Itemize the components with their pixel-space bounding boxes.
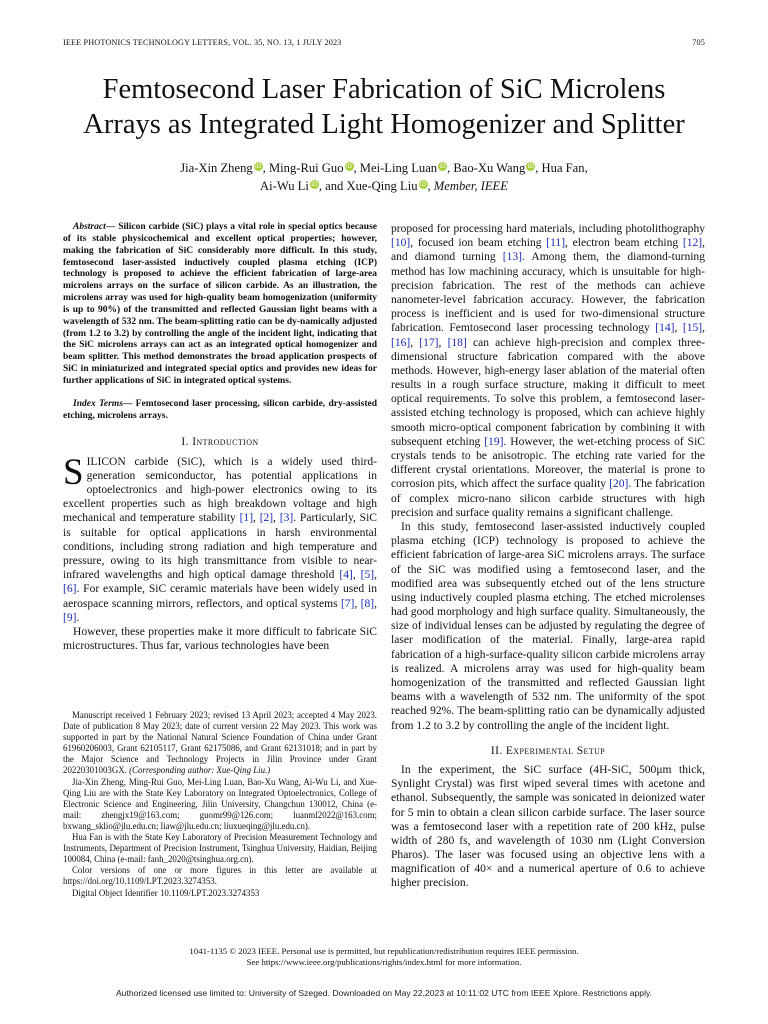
- orcid-icon[interactable]: iD: [311, 181, 318, 188]
- left-column: [63, 222, 377, 653]
- author-name: Mei-Ling Luan: [359, 161, 438, 175]
- author-name: Ai-Wu Li: [260, 179, 309, 193]
- intro-paragraph-1: SILICON carbide (SiC), which is a widely used third-generation semiconductor, has potential applications in optoelectronics and high-power electronics owing to its excellent properties such as high breakdown voltage and high mechanical and temperature stability [1], [2], [3]. Particularly, SiC is suitable for optical applications in harsh environmental conditions, including strong radiation and high temperature and pressure, owing to its high transmittance from visible to near-infrared wavelengths and high optical damage threshold [4], [5], [6]. For example, SiC ceramic materials have been widely used in aerospace scanning mirrors, reflectors, and optical systems [7], [8], [9].: [63, 451, 377, 624]
- citation-link[interactable]: [20]: [609, 478, 629, 491]
- author-name: Ming-Rui Guo: [268, 161, 344, 175]
- author-name: Bao-Xu Wang: [453, 161, 526, 175]
- title-line-2: Arrays as Integrated Light Homogenizer and Splitter: [83, 109, 685, 140]
- footnotes: [63, 710, 377, 899]
- section-heading-introduction: I. Introduction: [181, 435, 259, 448]
- citation-link[interactable]: [9]: [63, 611, 77, 624]
- citation-link[interactable]: [14]: [655, 322, 675, 335]
- experimental-paragraph-1: In the experiment, the SiC surface (4H-SiC, 500μm thick, Synlight Crystal) was first wiped several times with acetone and ethanol. Subsequently, the sample was sonicated in deionized water for 5 min to obtain a clean silicon carbide surface. The laser source was a femtosecond laser with a repetition rate of 200 kHz, pulse width of 280 fs, and wavelength of 1030 nm (Light Conversion Pharos). The laser was focused using an objective lens with a magnification of 40× and a numerical aperture of 0.6 to achieve higher precision.: [391, 763, 705, 890]
- orcid-icon[interactable]: iD: [419, 181, 427, 188]
- citation-link[interactable]: [8]: [360, 597, 375, 610]
- citation-link[interactable]: [10]: [391, 237, 411, 250]
- citation-link[interactable]: [6]: [63, 583, 77, 596]
- rights-link[interactable]: See https://www.ieee.org/publications/rights/index.html for more information.: [246, 957, 522, 968]
- membership-grade: Member, IEEE: [433, 179, 508, 193]
- citation-link[interactable]: [12]: [682, 237, 703, 250]
- citation-link[interactable]: [5]: [360, 569, 375, 582]
- abstract-text: Silicon carbide (SiC) plays a vital role in special optics because of its stable physicochemical and excellent optical properties; however, making the fabrication of SiC considerably more difficult. In this study, femtosecond laser-assisted inductively coupled plasma etching (ICP) technology is proposed to achieve the efficient fabrication of large-area microlens arrays on the surface of silicon carbide. As an illustration, the microlens array was used for high-quality beam homogenization (uniformity is up to 90%) of the transmitted and reflected Gaussian light beams with a wavelength of 532 nm. The beam-splitting ratio can be dy-namically adjusted (from 1.2 to 3.2) by controlling the angle of the incident light, indicating that the SiC microlens arrays can act as an integrated optical homogenizer and beam splitter. This method demonstrates the broad application prospects of SiC in miniaturized and integrated special optics and provides new ideas for further applications of SiC in integrated optical systems.: [63, 222, 378, 386]
- author-name: Jia-Xin Zheng: [180, 161, 253, 175]
- author-name: and Xue-Qing Liu: [325, 179, 418, 193]
- copyright-line: 1041-1135 © 2023 IEEE. Personal use is permitted, but republication/redistribution requires IEEE permission.: [189, 946, 579, 956]
- page-number: 705: [692, 38, 705, 47]
- citation-link[interactable]: [1]: [239, 512, 254, 525]
- footnote-affiliation-1: Jia-Xin Zheng, Ming-Rui Guo, Mei-Ling Luan, Bao-Xu Wang, Ai-Wu Li, and Xue-Qing Liu are with the State Key Laboratory on Integrated Optoelectronics, College of Electronic Science and Engineering, Jilin University, Changchun 130012, China (e-mail: zhengjx19@163.com; guomr99@126.com; luanml2022@163.com; bxwang_sklio@jlu.edu.cn; liaw@jlu.edu.cn; liuxueqing@jlu.edu.cn).: [63, 776, 377, 831]
- footnote-color-versions: Color versions of one or more figures in this letter are available at https://doi.org/10.1109/LPT.2023.3274353.: [63, 865, 377, 887]
- license-notice: Authorized licensed use limited to: University of Szeged. Downloaded on May 22,2023 at 10:11:02 UTC from IEEE Xplore. Restrictions apply.: [115, 988, 653, 998]
- drop-cap: S: [63, 451, 84, 493]
- citation-link[interactable]: [2]: [259, 512, 274, 525]
- intro-paragraph-3: proposed for processing hard materials, including photolithography [10], focused ion beam etching [11], electron beam etching [12], and diamond turning [13]. Among them, the diamond-turning method has low machining accuracy, which is unsuitable for high-precision fabrication. The rest of the methods can achieve nanometer-level fabrication accuracy. However, the fabrication process is inefficient and is used for two-dimensional structure fabrication. Femtosecond laser processing technology [14], [15], [16], [17], [18] can achieve high-precision and complex three-dimensional structure fabrication compared with the above methods. However, high-energy laser ablation of the material often results in a rough surface structure, making it difficult to meet optical requirements. To solve this problem, a femtosecond laser-assisted etching technology is proposed, which can achieve highly smooth micro-optical component fabrication by combining it with subsequent etching [19]. However, the wet-etching process of SiC crystals tends to be anisotropic. The etching rate varied for the different crystal orientations. Moreover, the material is prone to corrosion pits, which affect the surface quality [20]. The fabrication of complex micro-nano silicon carbide structures with high precision and surface quality remains a significant challenge.: [391, 223, 705, 519]
- intro-paragraph-2: However, these properties make it more difficult to fabricate SiC microstructures. Thus far, various technologies have been: [63, 625, 377, 653]
- orcid-icon[interactable]: iD: [527, 163, 534, 170]
- journal-name: IEEE PHOTONICS TECHNOLOGY LETTERS, VOL. 35, NO. 13, 1 JULY 2023: [63, 38, 342, 47]
- orcid-icon[interactable]: iD: [345, 163, 353, 170]
- abstract-label: Abstract: [73, 222, 106, 232]
- intro-paragraph-4: In this study, femtosecond laser-assisted inductively coupled plasma etching (ICP) technology is proposed to achieve the efficient fabrication of large-area SiC microlens arrays. The surface of the SiC was modified using a femtosecond laser, and the modified area was subsequently etched out of the lens structure using inductively coupled plasma etching. The etched microlenses had good morphology and high surface quality. Simultaneously, the size of individual lenses can be adjusted by regulating the degree of laser modification of the material. Finally, large-area rapid fabrication of a high-surface-quality silicon carbide microlens array is realized. A microlens array was used for high-quality beam homogenization of the transmitted and reflected Gaussian light beams with a wavelength of 532 nm. The uniformity of the spot reached 92%. The beam-splitting ratio can be dynamically adjusted from 1.2 to 3.2 by controlling the angle of the incident light.: [391, 520, 705, 732]
- citation-link[interactable]: [13]: [502, 251, 522, 264]
- copyright-footer: [63, 946, 705, 968]
- author-name: Hua Fan,: [541, 161, 588, 175]
- paper-title: [40, 72, 728, 142]
- orcid-icon[interactable]: iD: [255, 163, 262, 170]
- running-header: [63, 38, 705, 50]
- index-terms-text: Femtosecond laser processing, silicon carbide, dry-assisted etching, microlens arrays.: [63, 398, 377, 421]
- citation-link[interactable]: [19]: [484, 435, 504, 448]
- citation-link[interactable]: [15]: [682, 322, 703, 335]
- footnote-affiliation-2: Hua Fan is with the State Key Laboratory of Precision Measurement Technology and Instruments, Department of Precision Instrument, Tsinghua University, Haidian, Beijing 100084, China (e-mail: fanh_2020@tsinghua.org.cn).: [63, 832, 377, 865]
- citation-link[interactable]: [11]: [546, 237, 566, 250]
- citation-link[interactable]: [3]: [279, 512, 294, 525]
- citation-link[interactable]: [4]: [339, 569, 353, 582]
- index-terms-label: Index Terms: [73, 398, 123, 409]
- title-line-1: Femtosecond Laser Fabrication of SiC Microlens: [102, 74, 666, 105]
- citation-link[interactable]: [18]: [447, 336, 467, 349]
- citation-link[interactable]: [17]: [419, 336, 439, 349]
- citation-link[interactable]: [7]: [340, 597, 355, 610]
- index-terms: Index Terms— Femtosecond laser processing, silicon carbide, dry-assisted etching, microlens arrays.: [63, 398, 377, 421]
- citation-link[interactable]: [16]: [391, 336, 411, 349]
- abstract: Abstract— Silicon carbide (SiC) plays a vital role in special optics because of its stable physicochemical and excellent optical properties; however, making the fabrication of SiC considerably more difficult. In this study, femtosecond laser-assisted inductively coupled plasma etching (ICP) technology is proposed to achieve the efficient fabrication of large-area microlens arrays on the surface of silicon carbide. As an illustration, the microlens array was used for high-quality beam homogenization (uniformity is up to 90%) of the transmitted and reflected Gaussian light beams with a wavelength of 532 nm. The beam-splitting ratio can be dy-namically adjusted (from 1.2 to 3.2) by controlling the angle of the incident light, indicating that the SiC microlens arrays can act as an integrated optical homogenizer and beam splitter. This method demonstrates the broad application prospects of SiC in miniaturized and integrated special optics and provides new ideas for further applications of SiC in integrated optical systems.: [63, 222, 378, 386]
- footnote-doi: Digital Object Identifier 10.1109/LPT.2023.3274353: [72, 887, 260, 898]
- author-list: Jia-Xin Zheng iD, Ming-Rui Guo iD, Mei-Ling Luan iD, Bao-Xu Wang iD, Hua Fan, Ai-Wu Li iD, and Xue-Qing Liu iD, Member, IEEE: [180, 161, 588, 193]
- section-heading-experimental-setup: II. Experimental Setup: [490, 744, 606, 757]
- footnote-manuscript: Manuscript received 1 February 2023; revised 13 April 2023; accepted 4 May 2023. Date of publication 8 May 2023; date of current version 22 May 2023. This work was supported in part by the National Natural Science Foundation of China under Grant 61960206003, Grant 62105117, Grant 62175086, and Grant 62131018; and in part by the Major Science and Technology Projects in Jilin Province under Grant 20220301003GX. (Corresponding author: Xue-Qing Liu.): [63, 710, 377, 776]
- orcid-icon[interactable]: iD: [439, 163, 446, 170]
- right-column: [391, 222, 705, 891]
